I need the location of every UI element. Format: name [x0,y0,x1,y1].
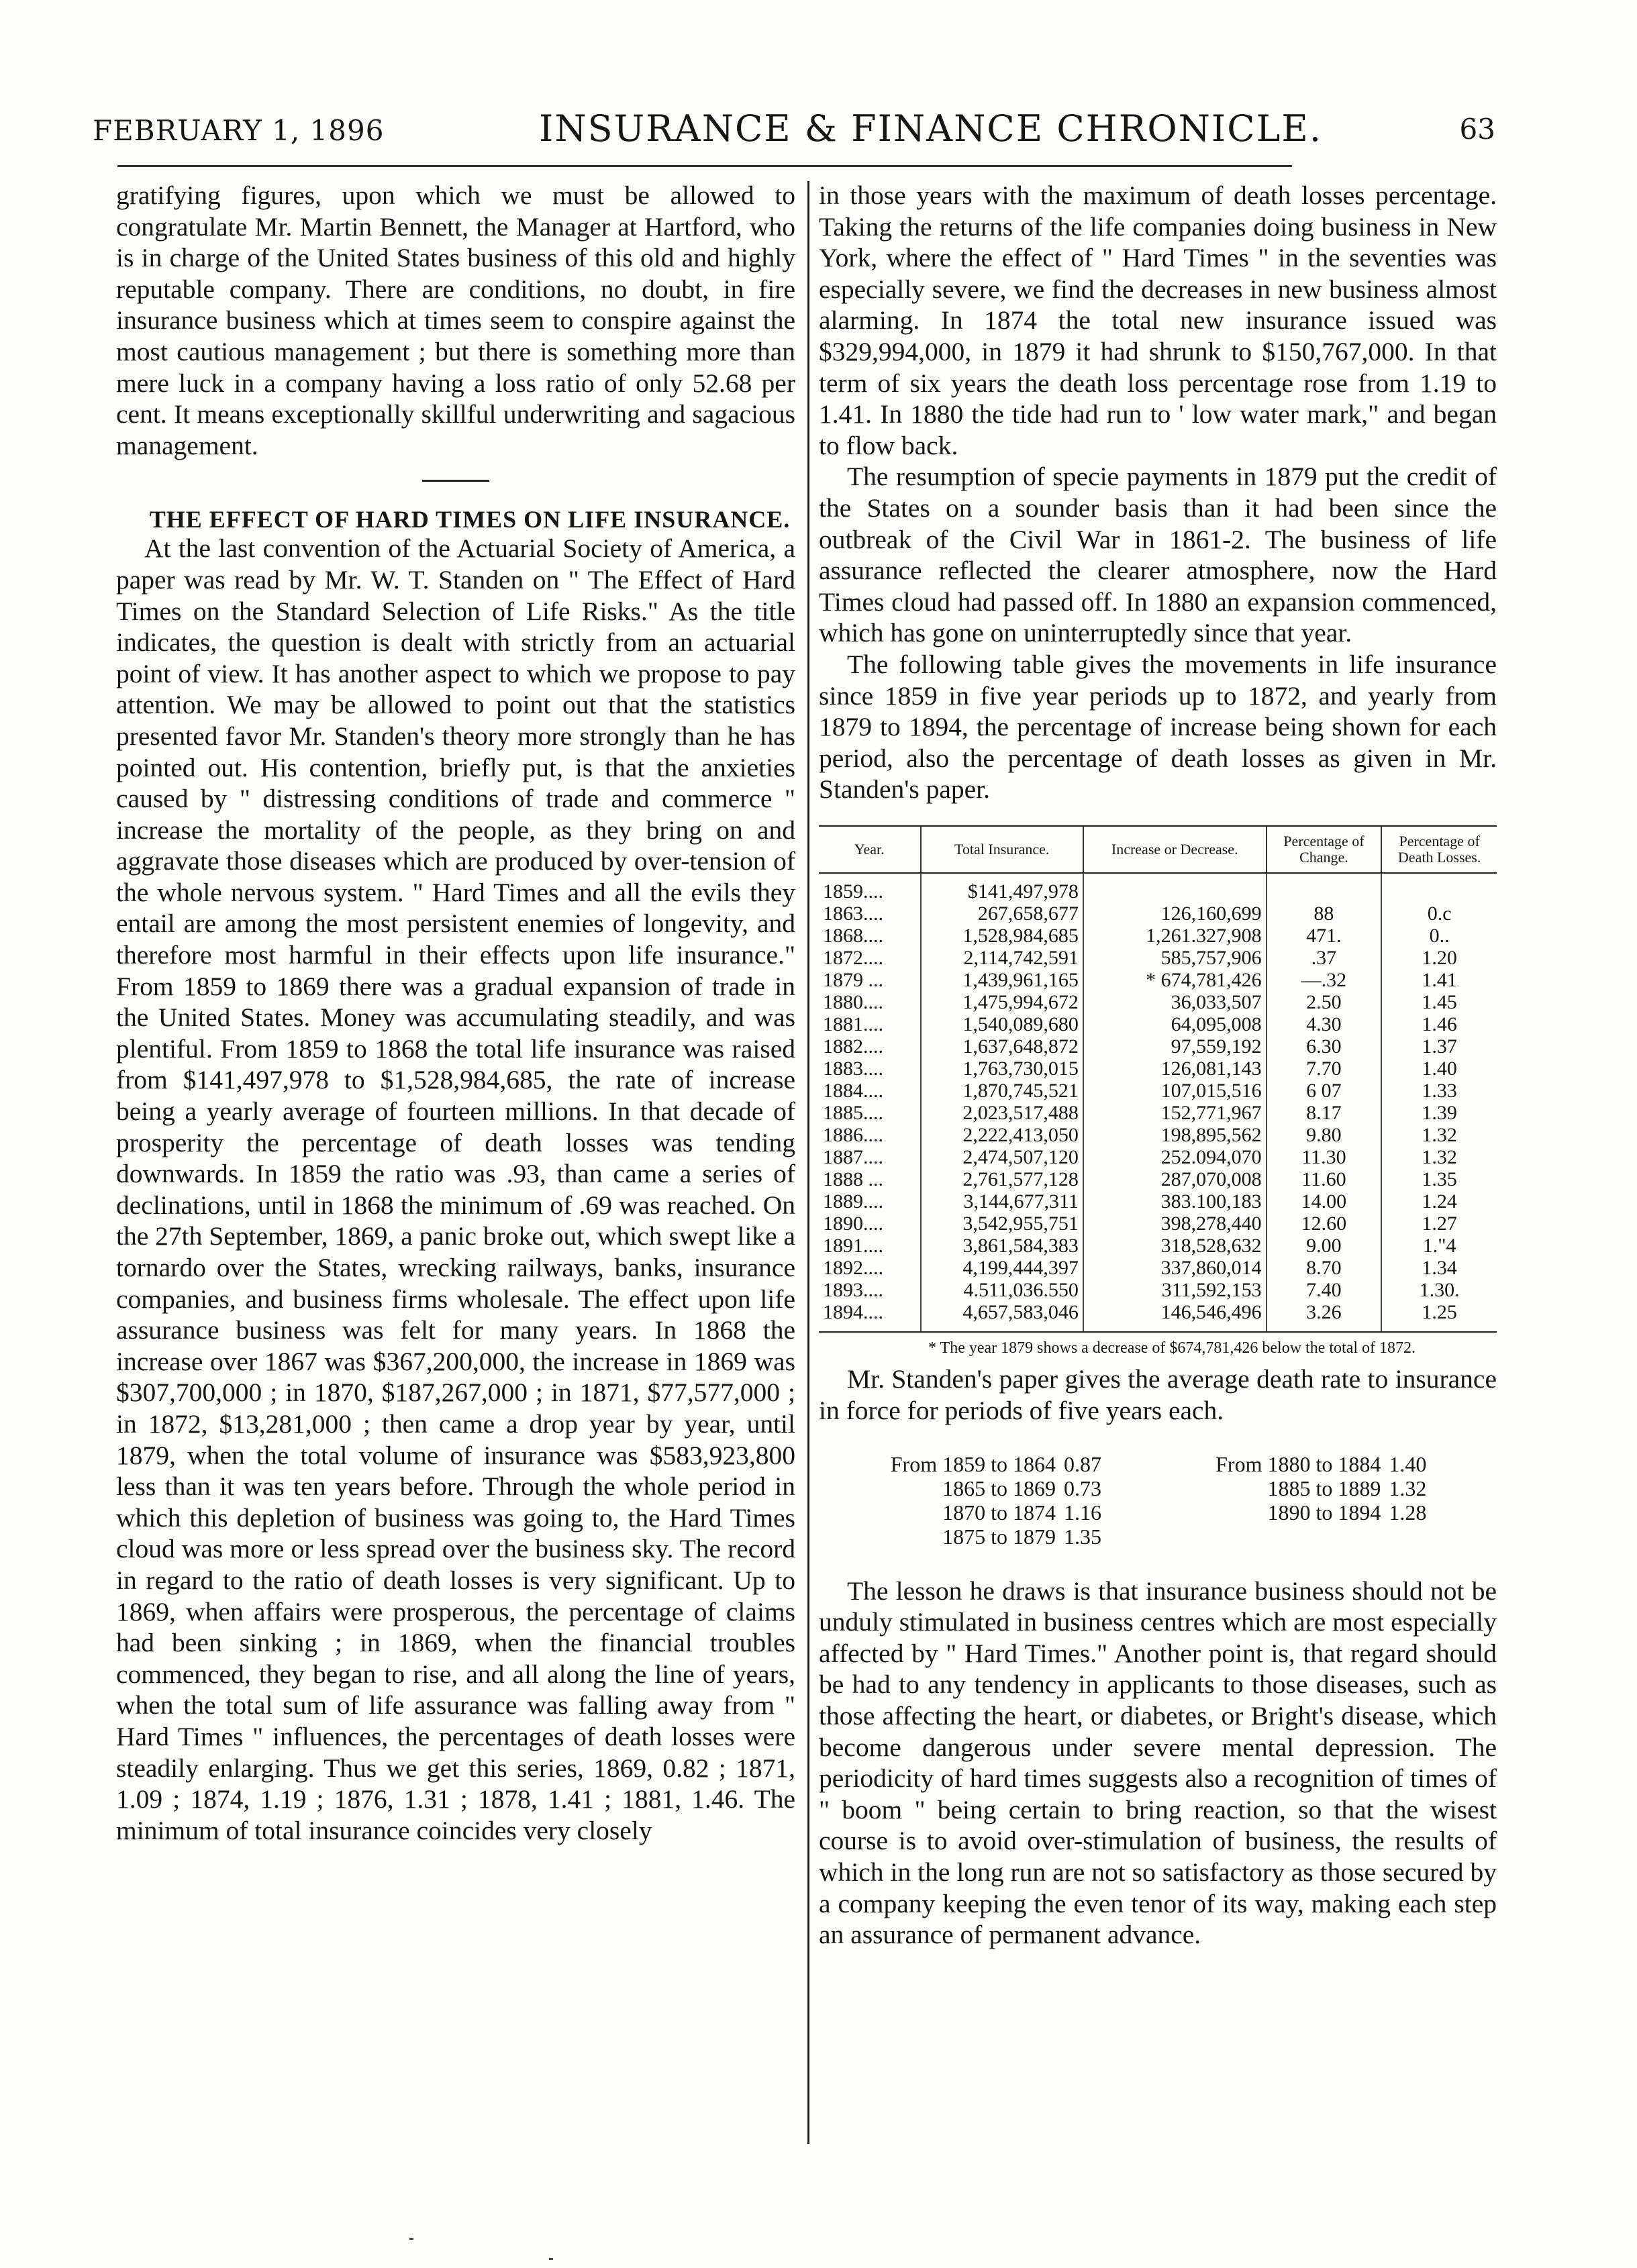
insurance-movements-table [819,827,1497,1331]
cell-increase-decrease: 337,860,014 [1083,1257,1267,1279]
cell-percentage-change: 88 [1267,903,1382,925]
cell-total-insurance: 1,870,745,521 [921,1080,1083,1102]
cell-increase-decrease: 311,592,153 [1083,1279,1267,1301]
cell-total-insurance: 2,114,742,591 [921,947,1083,969]
table-header-row [819,827,1497,873]
cell-year: 1859.... [823,880,883,903]
page-header [86,107,1495,154]
rate-right [1385,1525,1443,1557]
cell-percentage-change: 6 07 [1267,1080,1382,1102]
cell-total-insurance: 4,657,583,046 [921,1301,1083,1331]
period-right: 1885 to 1889 [1267,1476,1381,1500]
right-column [819,180,1497,1951]
table-row [819,873,1497,903]
cell-death-losses: 0.c [1381,903,1497,925]
cell-total-insurance: 1,528,984,685 [921,925,1083,947]
cell-percentage-change: 11.60 [1267,1168,1382,1190]
left-column [116,180,795,1846]
table-row [819,991,1497,1013]
cell-total-insurance: 3,861,584,383 [921,1235,1083,1257]
cell-percentage-change: 9.00 [1267,1235,1382,1257]
average-death-rate-table [839,1445,1443,1557]
average-death-rate-body [839,1445,1443,1557]
cell-death-losses: 1.25 [1381,1301,1497,1331]
cell-increase-decrease: 146,546,496 [1083,1301,1267,1331]
cell-year: 1890.... [823,1212,883,1235]
cell-percentage-change: 7.40 [1267,1279,1382,1301]
paragraph-table-intro: The following table gives the movements in life insurance since 1859 in five year periods up to 1872, and yearly from 1879 to 1894, the percentage of increase being shown for each period, also the percentage of death losses as given in Mr. Standen's paper. [819,649,1497,805]
paragraph-average-death-rate: Mr. Standen's paper gives the average death rate to insurance in force for periods of five years each. [819,1364,1497,1426]
rate-left: 0.73 [1063,1476,1101,1500]
cell-percentage-change [1267,873,1382,903]
paragraph-standen-intro: At the last convention of the Actuarial Society of America, a paper was read by Mr. W. T. Standen on " The Effect of Hard Times on the Standard Selection of Life Risks." As the title indicates, the question is dealt with strictly from an actuarial point of view. It has another aspect to which we propose to pay attention. We may be allowed to point out that the statistics presented favor Mr. Standen's theory more strongly than he has pointed out. His contention, briefly put, is that the anxieties caused by " distressing conditions of trade and commerce " increase the mortality of the people, as they bring on and aggravate those diseases which are produced by over-tension of the whole nervous system. " Hard Times and all the evils they entail are among the most persistent enemies of longevity, and therefore most harmful in their effects upon life insurance." From 1859 to 1869 there was a gradual expansion of trade in the United States. Money was accumulating steadily, and was plentiful. From 1859 to 1868 the total life insurance was raised from $141,497,978 to $1,528,984,685, the rate of increase being a yearly average of fourteen millions. In that decade of prosperity the percentage of death losses was tending downwards. In 1859 the ratio was .93, than came a series of declinations, until in 1868 the minimum of .69 was reached. On the 27th September, 1869, a panic broke out, which swept like a tornardo over the States, wrecking railways, banks, insurance companies, and business firms wholesale. The effect upon life assurance business was felt for many years. In 1868 the increase over 1867 was $367,200,000, the increase in 1869 was $307,700,000 ; in 1870, $187,267,000 ; in 1871, $77,577,000 ; in 1872, $13,281,000 ; then came a drop year by year, until 1879, when the total volume of insurance was $583,923,800 less than it was ten years before. Through the whole period in which this depletion of business was going to, the Hard Times cloud was more or less spread over the business sky. The record in regard to the ratio of death losses is very significant. Up to 1869, when affairs were prosperous, the percentage of claims had been sinking ; in 1869, when the financial troubles commenced, they began to rise, and all along the line of years, when the total sum of life assurance was falling away from " Hard Times " influences, the percentages of death losses were steadily enlarging. Thus we get this series, 1869, 0.82 ; 1871, 1.09 ; 1874, 1.19 ; 1876, 1.31 ; 1878, 1.41 ; 1881, 1.46. The minimum of total insurance coincides very closely [116,533,795,1845]
publication-title: INSURANCE & FINANCE CHRONICLE. [539,107,1322,150]
header-death-losses: Percentage of Death Losses. [1381,827,1497,873]
period-right [1164,1525,1385,1557]
cell-year: 1885.... [823,1101,883,1124]
cell-death-losses: 1.20 [1381,947,1497,969]
average-rate-row [839,1525,1443,1557]
table-row [819,903,1497,925]
table-row [819,1279,1497,1301]
period-left: From 1859 to 1864 [890,1451,1056,1476]
header-rule [117,165,1292,167]
period-left: 1870 to 1874 [942,1500,1056,1525]
average-rate-row [839,1476,1443,1500]
cell-year: 1863.... [823,902,883,925]
cell-death-losses: 1.27 [1381,1213,1497,1235]
rate-right: 1.28 [1389,1500,1427,1525]
paragraph-specie-payments: The resumption of specie payments in 1879 put the credit of the States on a sounder basis than it had been since the outbreak of the Civil War in 1861-2. The business of life assurance reflected the clearer atmosphere, now the Hard Times cloud had passed off. In 1880 an expansion commenced, which has gone on uninterruptedly since that year. [819,462,1497,648]
paragraph-continuation: in those years with the maximum of death losses percentage. Taking the returns of the life companies doing business in New York, where the effect of " Hard Times " in the seventies was especially severe, we find the decreases in new business almost alarming. In 1874 the total new insurance issued was $329,994,000, in 1879 it had shrunk to $150,767,000. In that term of six years the death loss percentage rose from 1.19 to 1.41. In 1880 the tide had run to ' low water mark," and began to flow back. [819,181,1497,460]
cell-increase-decrease: 383.100,183 [1083,1190,1267,1213]
cell-increase-decrease: 585,757,906 [1083,947,1267,969]
cell-total-insurance: 1,540,089,680 [921,1013,1083,1035]
cell-death-losses: 1.45 [1381,991,1497,1013]
cell-total-insurance: 2,222,413,050 [921,1124,1083,1146]
cell-increase-decrease: 36,033,507 [1083,991,1267,1013]
table-row [819,947,1497,969]
cell-increase-decrease [1083,873,1267,903]
cell-increase-decrease: 398,278,440 [1083,1213,1267,1235]
cell-total-insurance: 1,439,961,165 [921,969,1083,991]
table-footnote: * The year 1879 shows a decrease of $674,781,426 below the total of 1872. [928,1339,1416,1357]
cell-year: 1887.... [823,1145,883,1168]
cell-increase-decrease: 252.094,070 [1083,1146,1267,1168]
cell-death-losses: 1.39 [1381,1102,1497,1124]
cell-death-losses: 1.34 [1381,1257,1497,1279]
table-row [819,969,1497,991]
column-divider [807,181,809,2144]
article-heading: THE EFFECT OF HARD TIMES ON LIFE INSURANCE. [149,506,791,533]
cell-death-losses: 1.32 [1381,1124,1497,1146]
header-total-insurance: Total Insurance. [921,827,1083,873]
cell-percentage-change: 4.30 [1267,1013,1382,1035]
table-row [819,1168,1497,1190]
rate-left: 0.87 [1063,1451,1101,1476]
period-right: From 1880 to 1884 [1216,1451,1381,1476]
cell-year: 1892.... [823,1256,883,1279]
cell-increase-decrease: 107,015,516 [1083,1080,1267,1102]
cell-death-losses: 1.32 [1381,1146,1497,1168]
cell-increase-decrease: 126,081,143 [1083,1058,1267,1080]
cell-percentage-change: —.32 [1267,969,1382,991]
cell-increase-decrease: 126,160,699 [1083,903,1267,925]
cell-percentage-change: 8.17 [1267,1102,1382,1124]
cell-year: 1868.... [823,924,883,947]
cell-percentage-change: 6.30 [1267,1035,1382,1058]
table-row [819,1124,1497,1146]
cell-increase-decrease: 152,771,967 [1083,1102,1267,1124]
cell-percentage-change: 12.60 [1267,1213,1382,1235]
issue-date: FEBRUARY 1, 1896 [93,114,385,147]
cell-death-losses [1381,873,1497,903]
cell-percentage-change: 2.50 [1267,991,1382,1013]
cell-total-insurance: 4,199,444,397 [921,1257,1083,1279]
cell-year: 1881.... [823,1013,883,1035]
cell-total-insurance: 3,144,677,311 [921,1190,1083,1213]
cell-percentage-change: 9.80 [1267,1124,1382,1146]
table-row [819,1235,1497,1257]
cell-total-insurance: 267,658,677 [921,903,1083,925]
cell-increase-decrease: * 674,781,426 [1083,969,1267,991]
cell-total-insurance: 2,023,517,488 [921,1102,1083,1124]
cell-death-losses: 1."4 [1381,1235,1497,1257]
rate-right: 1.40 [1389,1451,1427,1476]
cell-total-insurance: 2,761,577,128 [921,1168,1083,1190]
cell-percentage-change: 11.30 [1267,1146,1382,1168]
cell-increase-decrease: 97,559,192 [1083,1035,1267,1058]
period-left: 1875 to 1879 [942,1524,1056,1549]
cell-percentage-change: .37 [1267,947,1382,969]
table-row [819,1146,1497,1168]
cell-increase-decrease: 318,528,632 [1083,1235,1267,1257]
table-row [819,1080,1497,1102]
cell-year: 1889.... [823,1190,883,1213]
cell-death-losses: 1.30. [1381,1279,1497,1301]
cell-year: 1880.... [823,990,883,1013]
cell-increase-decrease: 64,095,008 [1083,1013,1267,1035]
section-separator [422,480,489,482]
cell-increase-decrease: 287,070,008 [1083,1168,1267,1190]
table-row [819,1213,1497,1235]
cell-year: 1882.... [823,1035,883,1058]
cell-total-insurance: 1,475,994,672 [921,991,1083,1013]
cell-percentage-change: 8.70 [1267,1257,1382,1279]
header-year: Year. [819,827,921,873]
period-left: 1865 to 1869 [942,1476,1056,1500]
cell-increase-decrease: 1,261.327,908 [1083,925,1267,947]
rate-left: 1.35 [1063,1524,1101,1549]
paragraph-bennett: gratifying figures, upon which we must be allowed to congratulate Mr. Martin Bennett, the Manager at Hartford, who is in charge of the United States business of this old and highly reputable company. There are conditions, no doubt, in fire insurance business which at times seem to conspire against the most cautious management ; but there is something more than mere luck in a company having a loss ratio of only 52.68 per cent. It means exceptionally skillful underwriting and sagacious management. [116,181,795,460]
header-increase-decrease: Increase or Decrease. [1083,827,1267,873]
table-row [819,1257,1497,1279]
cell-year: 1884.... [823,1079,883,1102]
paragraph-lesson: The lesson he draws is that insurance business should not be unduly stimulated in business centres which are most especially affected by " Hard Times." Another point is, that regard should be had to any tendency in applicants to those diseases, such as those affecting the heart, or diabetes, or Bright's disease, which become dangerous under severe mental depression. The periodicity of hard times suggests also a recognition of times of " boom " being certain to bring reaction, so that the wisest course is to avoid over-stimulation of business, the results of which in the long run are not so satisfactory as those secured by a company keeping the even tenor of its way, making each step an assurance of permanent advance. [819,1576,1497,1950]
table-row [819,1102,1497,1124]
cell-total-insurance: 4.511,036.550 [921,1279,1083,1301]
cell-total-insurance: 1,637,648,872 [921,1035,1083,1058]
table-row [819,1013,1497,1035]
cell-year: 1883.... [823,1057,883,1080]
page-mark [409,2238,413,2240]
cell-year: 1891.... [823,1234,883,1257]
page-number: 63 [1459,113,1495,146]
cell-death-losses: 1.37 [1381,1035,1497,1058]
cell-year: 1886.... [823,1123,883,1146]
cell-death-losses: 1.35 [1381,1168,1497,1190]
table-row [819,925,1497,947]
cell-percentage-change: 3.26 [1267,1301,1382,1331]
table-row [819,1058,1497,1080]
table-row [819,1035,1497,1058]
table-row [819,1190,1497,1213]
cell-death-losses: 1.46 [1381,1013,1497,1035]
page-mark [549,2258,553,2260]
cell-total-insurance: 3,542,955,751 [921,1213,1083,1235]
cell-death-losses: 1.40 [1381,1058,1497,1080]
cell-total-insurance: $141,497,978 [921,873,1083,903]
cell-increase-decrease: 198,895,562 [1083,1124,1267,1146]
average-rate-row [839,1445,1443,1476]
cell-total-insurance: 1,763,730,015 [921,1058,1083,1080]
cell-year: 1894.... [823,1300,883,1323]
cell-year: 1872.... [823,946,883,969]
cell-year: 1879 ... [823,968,883,991]
cell-total-insurance: 2,474,507,120 [921,1146,1083,1168]
cell-death-losses: 0.. [1381,925,1497,947]
rate-right: 1.32 [1389,1476,1427,1500]
cell-percentage-change: 471. [1267,925,1382,947]
insurance-table-wrapper [819,825,1497,1333]
cell-death-losses: 1.24 [1381,1190,1497,1213]
table-body [819,873,1497,1331]
average-rate-row [839,1500,1443,1525]
cell-year: 1888 ... [823,1168,883,1190]
table-row [819,1301,1497,1331]
period-right: 1890 to 1894 [1267,1500,1381,1525]
rate-left: 1.16 [1063,1500,1101,1525]
cell-death-losses: 1.33 [1381,1080,1497,1102]
header-percentage-change: Percentage of Change. [1267,827,1382,873]
cell-year: 1893.... [823,1278,883,1301]
cell-death-losses: 1.41 [1381,969,1497,991]
cell-percentage-change: 14.00 [1267,1190,1382,1213]
cell-percentage-change: 7.70 [1267,1058,1382,1080]
